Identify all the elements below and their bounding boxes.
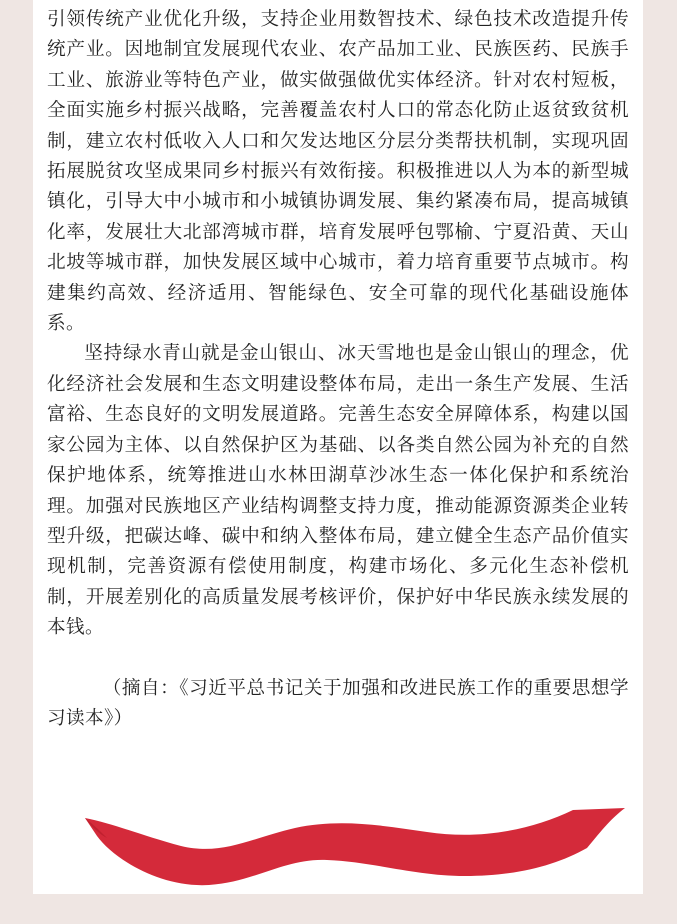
article-paragraph-1: 引领传统产业优化升级，支持企业用数智技术、绿色技术改造提升传统产业。因地制宜发展现代农业、农产品加工业、民族医药、民族手工业、旅游业等特色产业，做实做强做优实体经济。针对农村短板，全面实施乡村振兴战略，完善覆盖农村人口的常态化防止返贫致贫机制，建立农村低收入人口和欠发达地区分层分类帮扶机制，实现巩固拓展脱贫攻坚成果同乡村振兴有效衔接。积极推进以人为本的新型城镇化，引导大中小城市和小城镇协调发展、集约紧凑布局，提高城镇化率，发展壮大北部湾城市群，培育发展呼包鄂榆、宁夏沿黄、天山北坡等城市群，加快发展区域中心城市，着力培育重要节点城市。构建集约高效、经济适用、智能绿色、安全可靠的现代化基础设施体系。 (47, 9, 629, 335)
article-paragraph-2: 坚持绿水青山就是金山银山、冰天雪地也是金山银山的理念，优化经济社会发展和生态文明建设整体布局，走出一条生产发展、生活富裕、生态良好的文明发展道路。完善生态安全屏障体系，构建以国家公园为主体、以自然保护区为基础、以各类自然公园为补充的自然保护地体系，统筹推进山水林田湖草沙冰生态一体化保护和系统治理。加强对民族地区产业结构调整支持力度，推动能源资源类企业转型升级，把碳达峰、碳中和纳入整体布局，建立健全生态产品价值实现机制，完善资源有偿使用制度，构建市场化、多元化生态补偿机制，开展差别化的高质量发展考核评价，保护好中华民族永续发展的本钱。 (47, 343, 629, 639)
red-ribbon-decoration (85, 806, 625, 886)
article-body (47, 0, 629, 734)
ribbon-body (85, 808, 625, 885)
article-card (33, 0, 643, 894)
article-source-citation: （摘自：《习近平总书记关于加强和改进民族工作的重要思想学习读本》） (47, 677, 629, 729)
